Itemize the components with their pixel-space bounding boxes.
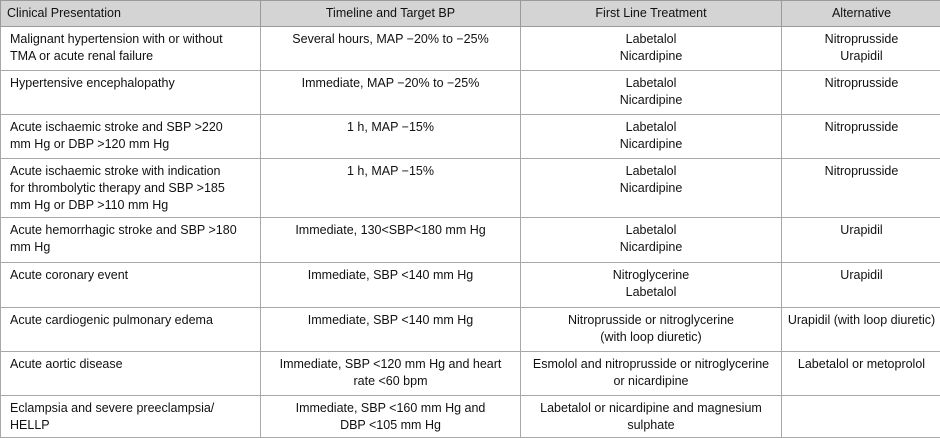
cell-line: Urapidil [786,267,937,284]
cell-line: Immediate, 130<SBP<180 mm Hg [265,222,516,239]
timeline-cell [261,71,521,115]
cell-line: DBP <105 mm Hg [265,417,516,434]
presentation-cell [1,159,261,218]
cell-line: Nitroprusside [786,119,937,136]
cell-line: Nitroprusside [786,31,937,48]
cell-line: Acute aortic disease [10,356,254,373]
cell-line: Esmolol and nitroprusside or nitroglycerine [525,356,777,373]
cell-line: Immediate, SBP <160 mm Hg and [265,400,516,417]
cell-line: Acute ischaemic stroke and SBP >220 [10,119,254,136]
cell-line: Nitroglycerine [525,267,777,284]
alternative-cell [782,352,940,396]
cell-line: (with loop diuretic) [525,329,777,346]
table-row [1,396,940,438]
cell-line: Urapidil [786,222,937,239]
cell-line: Nitroprusside [786,163,937,180]
table-row [1,352,940,396]
timeline-cell [261,308,521,352]
cell-line: Acute cardiogenic pulmonary edema [10,312,254,329]
cell-line: or nicardipine [525,373,777,390]
presentation-cell [1,396,261,438]
header-timeline-target-bp: Timeline and Target BP [261,1,521,27]
header-first-line-treatment: First Line Treatment [521,1,782,27]
first-line-cell [521,27,782,71]
cell-line: HELLP [10,417,254,434]
alternative-cell [782,218,940,263]
first-line-cell [521,308,782,352]
cell-line: Labetalol [525,75,777,92]
timeline-cell [261,396,521,438]
cell-line: Urapidil (with loop diuretic) [786,312,937,329]
timeline-cell [261,115,521,159]
first-line-cell [521,352,782,396]
timeline-cell [261,159,521,218]
first-line-cell [521,115,782,159]
table-row [1,115,940,159]
table-row [1,159,940,218]
table-row [1,263,940,308]
cell-line: Nitroprusside [786,75,937,92]
cell-line: Nicardipine [525,136,777,153]
cell-line: Labetalol [525,163,777,180]
presentation-cell [1,115,261,159]
cell-line: Immediate, SBP <140 mm Hg [265,312,516,329]
header-clinical-presentation: Clinical Presentation [1,1,261,27]
alternative-cell [782,115,940,159]
cell-line: Acute ischaemic stroke with indication [10,163,254,180]
cell-line: mm Hg or DBP >120 mm Hg [10,136,254,153]
cell-line: Labetalol [525,31,777,48]
cell-line: Immediate, SBP <140 mm Hg [265,267,516,284]
presentation-cell [1,352,261,396]
cell-line: rate <60 bpm [265,373,516,390]
cell-line: Nicardipine [525,239,777,256]
cell-line: Labetalol [525,284,777,301]
alternative-cell [782,71,940,115]
alternative-cell [782,159,940,218]
cell-line: Nicardipine [525,48,777,65]
cell-line: Acute coronary event [10,267,254,284]
cell-line: Labetalol or metoprolol [786,356,937,373]
alternative-cell [782,263,940,308]
cell-line: Nitroprusside or nitroglycerine [525,312,777,329]
presentation-cell [1,263,261,308]
header-alternative: Alternative [782,1,940,27]
first-line-cell [521,71,782,115]
cell-line: Several hours, MAP −20% to −25% [265,31,516,48]
cell-line: TMA or acute renal failure [10,48,254,65]
cell-line: 1 h, MAP −15% [265,163,516,180]
first-line-cell [521,263,782,308]
presentation-cell [1,27,261,71]
timeline-cell [261,263,521,308]
table-row [1,218,940,263]
alternative-cell [782,396,940,438]
presentation-cell [1,218,261,263]
header-row [1,1,940,27]
cell-line: Labetalol [525,222,777,239]
cell-line: Hypertensive encephalopathy [10,75,254,92]
alternative-cell [782,308,940,352]
cell-line: Malignant hypertension with or without [10,31,254,48]
first-line-cell [521,218,782,263]
cell-line: Labetalol or nicardipine and magnesium [525,400,777,417]
timeline-cell [261,352,521,396]
timeline-cell [261,218,521,263]
table-row [1,308,940,352]
table-row [1,71,940,115]
presentation-cell [1,71,261,115]
cell-line: Acute hemorrhagic stroke and SBP >180 [10,222,254,239]
cell-line: Immediate, SBP <120 mm Hg and heart [265,356,516,373]
cell-line: mm Hg [10,239,254,256]
cell-line: sulphate [525,417,777,434]
alternative-cell [782,27,940,71]
cell-line: mm Hg or DBP >110 mm Hg [10,197,254,214]
cell-line: Eclampsia and severe preeclampsia/ [10,400,254,417]
first-line-cell [521,396,782,438]
cell-line: Urapidil [786,48,937,65]
presentation-cell [1,308,261,352]
cell-line: Immediate, MAP −20% to −25% [265,75,516,92]
cell-line: Nicardipine [525,180,777,197]
cell-line: Nicardipine [525,92,777,109]
cell-line: 1 h, MAP −15% [265,119,516,136]
cell-line: for thrombolytic therapy and SBP >185 [10,180,254,197]
timeline-cell [261,27,521,71]
first-line-cell [521,159,782,218]
table-row [1,27,940,71]
cell-line: Labetalol [525,119,777,136]
